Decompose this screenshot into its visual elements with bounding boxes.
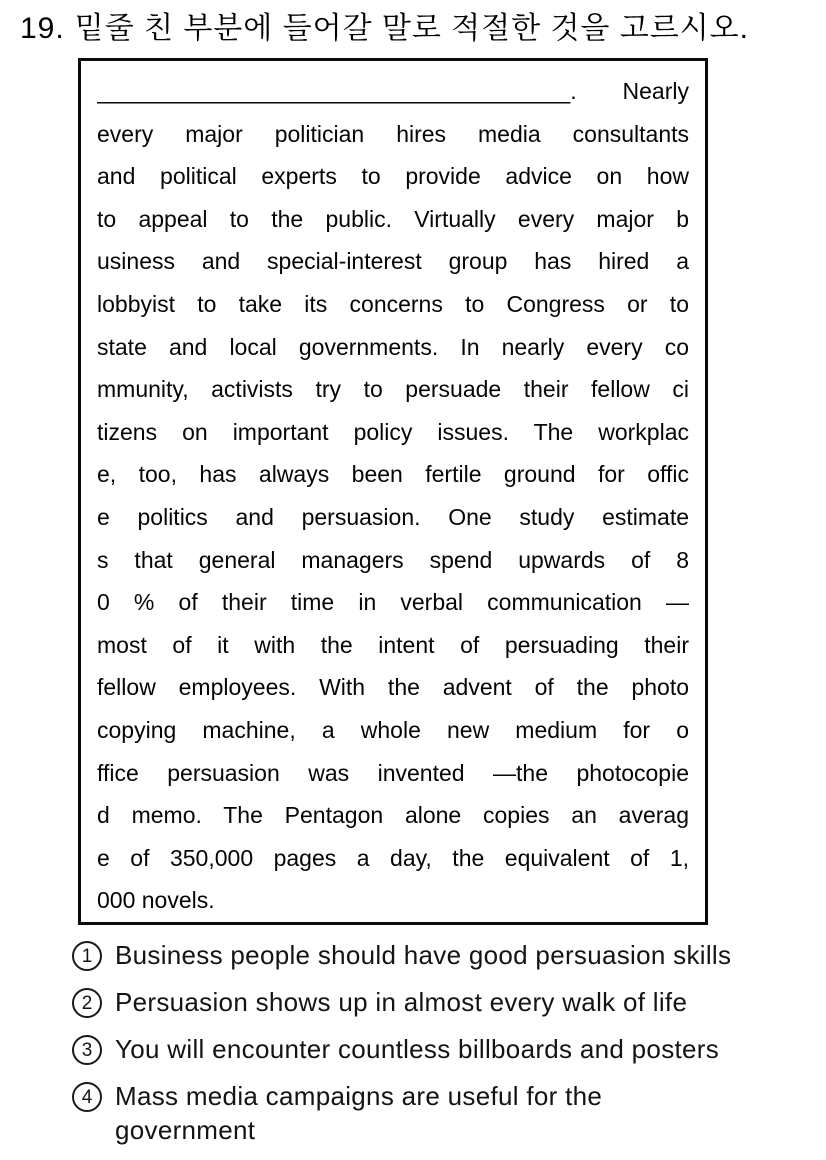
question-number: 19. (20, 12, 65, 45)
option-label: Persuasion shows up in almost every walk of life (115, 987, 688, 1017)
option-label: Business people should have good persuasion skills (115, 940, 732, 970)
passage-line: s that general managers spend upwards of 8 (97, 546, 689, 573)
option-label: You will encounter countless billboards and posters (115, 1034, 720, 1064)
passage-line: usiness and special-interest group has hired a (97, 248, 689, 275)
option-label: Mass media campaigns are useful for the government (115, 1081, 603, 1145)
passage-line: to appeal to the public. Virtually every major b (97, 205, 689, 232)
passage-line: ffice persuasion was invented —the photocopie (97, 759, 689, 786)
passage-line: e of 350,000 pages a day, the equivalent of 1, (97, 844, 689, 871)
circled-number-icon: 1 (72, 941, 102, 971)
circled-number-icon: 2 (72, 988, 102, 1018)
passage-line: e politics and persuasion. One study estimate (97, 503, 689, 530)
passage-line: d memo. The Pentagon alone copies an averag (97, 802, 689, 829)
option-4[interactable] (72, 1079, 806, 1147)
passage-line: every major politician hires media consultants (97, 120, 689, 147)
passage-blank-line: _____________________________________. Nearly (97, 78, 689, 104)
passage-box (78, 58, 708, 925)
question-prompt: 밑줄 친 부분에 들어갈 말로 적절한 것을 고르시오. (74, 12, 749, 45)
passage-line: 000 novels. (97, 887, 215, 914)
options-list (72, 938, 806, 1160)
passage-line: fellow employees. With the advent of the photo (97, 674, 689, 701)
passage-line: state and local governments. In nearly every co (97, 333, 689, 360)
passage-line: copying machine, a whole new medium for o (97, 716, 689, 743)
option-2[interactable] (72, 985, 806, 1019)
passage-line: 0 % of their time in verbal communication — (97, 589, 689, 616)
passage-line: lobbyist to take its concerns to Congress or to (97, 290, 689, 317)
circled-number-icon: 4 (72, 1082, 102, 1112)
passage-line: tizens on important policy issues. The workplac (97, 418, 689, 445)
passage-line: most of it with the intent of persuading their (97, 631, 689, 658)
passage-line: mmunity, activists try to persuade their fellow ci (97, 376, 689, 403)
option-1[interactable] (72, 938, 806, 972)
question-header (20, 10, 749, 48)
option-3[interactable] (72, 1032, 806, 1066)
passage-line: e, too, has always been fertile ground for offic (97, 461, 689, 488)
circled-number-icon: 3 (72, 1035, 102, 1065)
passage-line: and political experts to provide advice on how (97, 163, 689, 190)
